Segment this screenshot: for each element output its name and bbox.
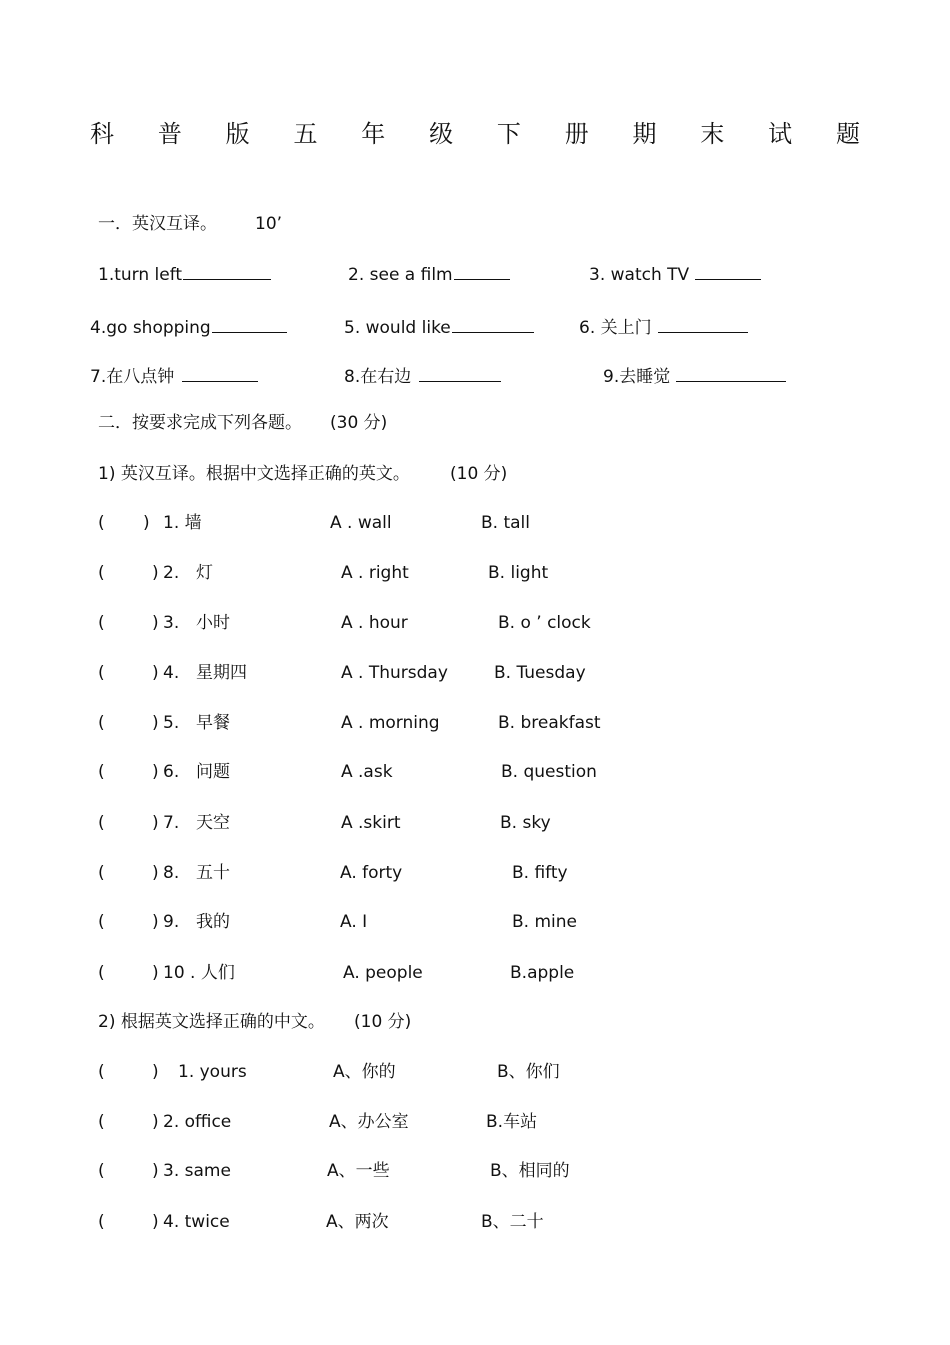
answer-paren-open[interactable]: ( <box>98 1112 105 1132</box>
answer-paren-open[interactable]: ( <box>98 762 105 782</box>
translate-item <box>348 263 510 285</box>
option-b[interactable]: B. fifty <box>512 863 568 883</box>
question-number: 9. <box>163 912 180 932</box>
answer-paren-open[interactable]: ( <box>98 1062 105 1082</box>
title-char: 科 <box>90 120 114 148</box>
question-text: 1. yours <box>178 1062 247 1082</box>
title-char: 五 <box>293 120 318 148</box>
option-b[interactable]: B. question <box>501 762 597 782</box>
answer-paren-open[interactable]: ( <box>98 1161 105 1181</box>
option-b[interactable]: B. sky <box>500 813 551 833</box>
question-text: 早餐 <box>196 713 230 733</box>
question-text: 天空 <box>196 813 230 833</box>
answer-paren-close: ) <box>152 813 159 833</box>
title-char: 题 <box>835 120 860 148</box>
option-a[interactable]: A. people <box>343 963 423 983</box>
answer-paren-open[interactable]: ( <box>98 613 105 633</box>
page-title <box>90 120 860 148</box>
question-text: 灯 <box>196 563 213 583</box>
question-text: 小时 <box>196 613 230 633</box>
question-text: 2. office <box>163 1112 232 1132</box>
answer-blank[interactable] <box>695 263 761 280</box>
answer-paren-open[interactable]: ( <box>98 663 105 683</box>
title-char: 普 <box>157 120 182 148</box>
translate-item <box>589 263 761 285</box>
question-number: 5. <box>163 713 180 733</box>
option-b[interactable]: B. o ’ clock <box>498 613 591 633</box>
option-b[interactable]: B. mine <box>512 912 577 932</box>
part1-heading: 1) 英汉互译。根据中文选择正确的英文。 <box>98 464 410 484</box>
answer-paren-open[interactable]: ( <box>98 1212 105 1232</box>
item-text: 2. see a film <box>348 265 453 285</box>
title-char: 末 <box>700 120 725 148</box>
option-b[interactable]: B、二十 <box>481 1212 544 1232</box>
item-text: 6. 关上门 <box>579 318 652 338</box>
translate-item <box>344 365 501 387</box>
option-a[interactable]: A . right <box>341 563 409 583</box>
section2-score: (30 分) <box>330 413 388 433</box>
answer-paren-open[interactable]: ( <box>98 813 105 833</box>
option-a[interactable]: A、一些 <box>327 1161 390 1181</box>
option-a[interactable]: A . wall <box>330 513 392 533</box>
option-a[interactable]: A . morning <box>341 713 440 733</box>
question-text: 我的 <box>196 912 230 932</box>
title-char: 版 <box>225 120 250 148</box>
title-char: 试 <box>768 120 793 148</box>
option-a[interactable]: A. I <box>340 912 368 932</box>
translate-item <box>90 365 258 387</box>
question-text: 1. 墙 <box>163 513 202 533</box>
option-a[interactable]: A. forty <box>340 863 403 883</box>
answer-paren-close: ) <box>152 1161 159 1181</box>
answer-blank[interactable] <box>452 316 534 333</box>
option-b[interactable]: B、你们 <box>497 1062 560 1082</box>
option-b[interactable]: B. Tuesday <box>494 663 586 683</box>
answer-paren-close: ) <box>152 1112 159 1132</box>
title-char: 册 <box>564 120 589 148</box>
answer-blank[interactable] <box>454 263 510 280</box>
answer-blank[interactable] <box>658 316 748 333</box>
option-b[interactable]: B. light <box>488 563 549 583</box>
title-char: 下 <box>496 120 521 148</box>
answer-blank[interactable] <box>183 263 271 280</box>
question-number: 6. <box>163 762 180 782</box>
answer-paren-open[interactable]: ( <box>98 863 105 883</box>
answer-paren-open[interactable]: ( <box>98 513 105 533</box>
option-b[interactable]: B、相同的 <box>490 1161 570 1181</box>
question-number: 8. <box>163 863 180 883</box>
item-text: 3. watch TV <box>589 265 690 285</box>
title-char: 年 <box>361 120 386 148</box>
answer-paren-close: ) <box>152 713 159 733</box>
item-text: 8.在右边 <box>344 367 412 387</box>
option-a[interactable]: A .ask <box>341 762 393 782</box>
option-b[interactable]: B. tall <box>481 513 530 533</box>
translate-item <box>98 263 271 285</box>
answer-paren-close: ) <box>152 863 159 883</box>
answer-paren-open[interactable]: ( <box>98 713 105 733</box>
question-number: 3. <box>163 613 180 633</box>
answer-blank[interactable] <box>212 316 287 333</box>
question-number: 7. <box>163 813 180 833</box>
item-text: 1.turn left <box>98 265 183 285</box>
answer-paren-close: ) <box>152 912 159 932</box>
part2-score: (10 分) <box>354 1012 412 1032</box>
item-text: 4.go shopping <box>90 318 211 338</box>
part2-heading: 2) 根据英文选择正确的中文。 <box>98 1012 325 1032</box>
answer-paren-open[interactable]: ( <box>98 912 105 932</box>
question-number: 2. <box>163 563 180 583</box>
section1-heading: 一．英汉互译。 <box>98 214 217 234</box>
answer-paren-close: ) <box>152 963 159 983</box>
part1-score: (10 分) <box>450 464 508 484</box>
answer-paren-close: ) <box>152 663 159 683</box>
question-text: 3. same <box>163 1161 231 1181</box>
question-text: 问题 <box>196 762 230 782</box>
answer-blank[interactable] <box>419 365 501 382</box>
answer-paren-open[interactable]: ( <box>98 563 105 583</box>
option-b[interactable]: B.apple <box>510 963 575 983</box>
option-a[interactable]: A、两次 <box>326 1212 389 1232</box>
section1-score: 10’ <box>255 214 283 234</box>
item-text: 5. would like <box>344 318 451 338</box>
option-a[interactable]: A .skirt <box>341 813 401 833</box>
answer-paren-close: ) <box>152 613 159 633</box>
translate-item <box>579 316 748 338</box>
question-text: 五十 <box>196 863 230 883</box>
item-text: 7.在八点钟 <box>90 367 175 387</box>
title-char: 级 <box>429 120 454 148</box>
translate-item <box>344 316 534 338</box>
option-a[interactable]: A、办公室 <box>329 1112 409 1132</box>
translate-item <box>603 365 786 387</box>
option-a[interactable]: A . hour <box>341 613 408 633</box>
answer-paren-close: ) <box>152 1212 159 1232</box>
option-a[interactable]: A、你的 <box>333 1062 396 1082</box>
answer-paren-close: ) <box>152 1062 159 1082</box>
question-number: 4. <box>163 663 180 683</box>
item-text: 9.去睡觉 <box>603 367 671 387</box>
answer-paren-close: ) <box>143 513 150 533</box>
title-char: 期 <box>632 120 657 148</box>
answer-blank[interactable] <box>182 365 258 382</box>
answer-paren-close: ) <box>152 563 159 583</box>
question-text: 星期四 <box>196 663 247 683</box>
question-text: 4. twice <box>163 1212 230 1232</box>
translate-item <box>90 316 287 338</box>
answer-paren-close: ) <box>152 762 159 782</box>
question-text: 10 . 人们 <box>163 963 235 983</box>
section2-heading: 二．按要求完成下列各题。 <box>98 413 302 433</box>
option-b[interactable]: B.车站 <box>486 1112 538 1132</box>
answer-blank[interactable] <box>676 365 786 382</box>
answer-paren-open[interactable]: ( <box>98 963 105 983</box>
option-a[interactable]: A . Thursday <box>341 663 448 683</box>
option-b[interactable]: B. breakfast <box>498 713 601 733</box>
